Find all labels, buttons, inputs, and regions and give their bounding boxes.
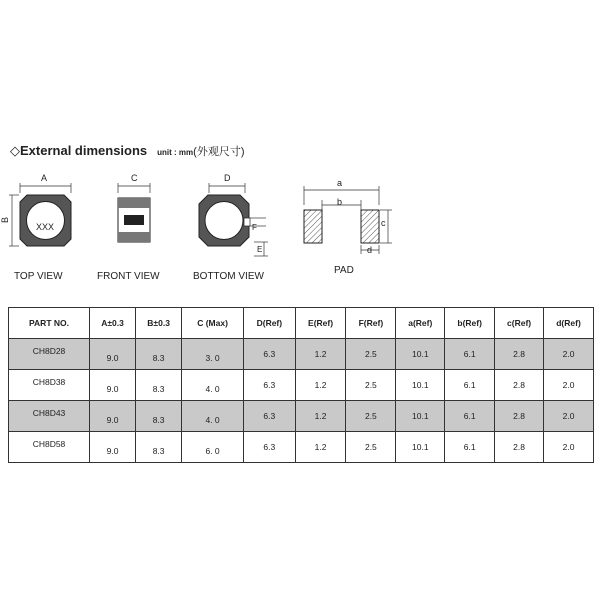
header-d: D(Ref) <box>244 308 296 339</box>
bottom-core <box>205 202 243 240</box>
table-row <box>9 401 594 432</box>
cell-a: 9.0 <box>106 353 119 363</box>
header-a: A±0.3 <box>90 308 136 339</box>
dimension-drawings <box>0 170 600 290</box>
cell-part-no: CH8D58 <box>32 439 66 449</box>
header-part-no: PART NO. <box>9 308 90 339</box>
cell-d-ref: 2.0 <box>562 349 575 359</box>
cell-d: 6.3 <box>263 349 276 359</box>
cell-f: 2.5 <box>364 411 377 421</box>
header-b-ref: b(Ref) <box>445 308 495 339</box>
bottom-view-label: BOTTOM VIEW <box>193 271 264 282</box>
cell-b: 8.3 <box>152 446 165 456</box>
cell-b: 8.3 <box>152 415 165 425</box>
cell-c: 6. 0 <box>205 446 220 456</box>
top-view-label: TOP VIEW <box>14 271 63 282</box>
front-shade-bottom <box>118 232 150 242</box>
cell-c: 4. 0 <box>205 384 220 394</box>
header-a-ref: a(Ref) <box>396 308 445 339</box>
top-view-marking: XXX <box>36 222 55 232</box>
front-winding <box>124 215 144 225</box>
cell-a: 9.0 <box>106 446 119 456</box>
header-d-ref: d(Ref) <box>544 308 594 339</box>
header-b: B±0.3 <box>136 308 182 339</box>
cell-d: 6.3 <box>263 442 276 452</box>
cell-d-ref: 2.0 <box>562 380 575 390</box>
cell-b-ref: 6.1 <box>463 411 476 421</box>
cell-a-ref: 10.1 <box>412 349 429 359</box>
bottom-view-dim-e: E <box>257 245 263 254</box>
cell-d-ref: 2.0 <box>562 442 575 452</box>
cell-a-ref: 10.1 <box>412 380 429 390</box>
pad-dim-b: b <box>337 197 343 207</box>
cell-e: 1.2 <box>314 380 327 390</box>
cell-c-ref: 2.8 <box>513 442 525 452</box>
cell-b: 8.3 <box>152 384 165 394</box>
bottom-view-dim-d: D <box>224 173 231 183</box>
drawings-canvas <box>0 170 600 290</box>
pad-dim-d: d <box>367 245 373 255</box>
front-shade-top <box>118 198 150 208</box>
unit-label: unit : mm <box>157 148 194 157</box>
bottom-view-dim-f: F <box>252 223 257 232</box>
cell-c-ref: 2.8 <box>513 349 525 359</box>
cell-f: 2.5 <box>364 349 377 359</box>
cell-a-ref: 10.1 <box>412 442 429 452</box>
cell-b: 8.3 <box>152 353 165 363</box>
cell-b-ref: 6.1 <box>463 442 476 452</box>
cell-f: 2.5 <box>364 442 377 452</box>
header-c: C (Max) <box>182 308 244 339</box>
cell-c-ref: 2.8 <box>513 380 525 390</box>
table-row <box>9 432 594 463</box>
top-view-dim-a: A <box>41 173 48 183</box>
cell-d: 6.3 <box>263 380 276 390</box>
pad-dim-a: a <box>337 178 343 188</box>
cell-b-ref: 6.1 <box>463 380 476 390</box>
pad-label: PAD <box>334 265 354 276</box>
header-e: E(Ref) <box>295 308 346 339</box>
section-header <box>10 143 244 159</box>
top-view-dim-b: B <box>0 216 11 224</box>
unit-label-cn: (外观尺寸) <box>193 146 245 158</box>
cell-b-ref: 6.1 <box>463 349 476 359</box>
front-view-dim-c: C <box>131 173 138 183</box>
table-header-row <box>9 308 594 339</box>
bottom-terminal <box>244 218 250 226</box>
dimensions-table <box>8 307 594 463</box>
cell-e: 1.2 <box>314 349 327 359</box>
cell-a-ref: 10.1 <box>412 411 429 421</box>
cell-a: 9.0 <box>106 384 119 394</box>
header-c-ref: c(Ref) <box>495 308 544 339</box>
cell-c: 3. 0 <box>205 353 220 363</box>
table-row <box>9 339 594 370</box>
cell-part-no: CH8D38 <box>32 377 66 387</box>
table-row <box>9 370 594 401</box>
cell-f: 2.5 <box>364 380 377 390</box>
cell-c-ref: 2.8 <box>513 411 525 421</box>
cell-a: 9.0 <box>106 415 119 425</box>
cell-e: 1.2 <box>314 442 327 452</box>
section-title: ◇External dimensions <box>10 143 148 158</box>
cell-d-ref: 2.0 <box>562 411 575 421</box>
cell-e: 1.2 <box>314 411 327 421</box>
front-view-label: FRONT VIEW <box>97 271 160 282</box>
header-f: F(Ref) <box>346 308 396 339</box>
pad-right <box>361 210 379 243</box>
top-view-drawing <box>9 183 71 246</box>
inductor-top-face <box>27 202 65 240</box>
pad-drawing <box>304 186 392 254</box>
cell-part-no: CH8D43 <box>32 408 66 418</box>
pad-left <box>304 210 322 243</box>
front-view-drawing <box>118 183 150 242</box>
cell-d: 6.3 <box>263 411 276 421</box>
pad-dim-c: c <box>381 218 386 228</box>
cell-part-no: CH8D28 <box>32 346 66 356</box>
cell-c: 4. 0 <box>205 415 220 425</box>
